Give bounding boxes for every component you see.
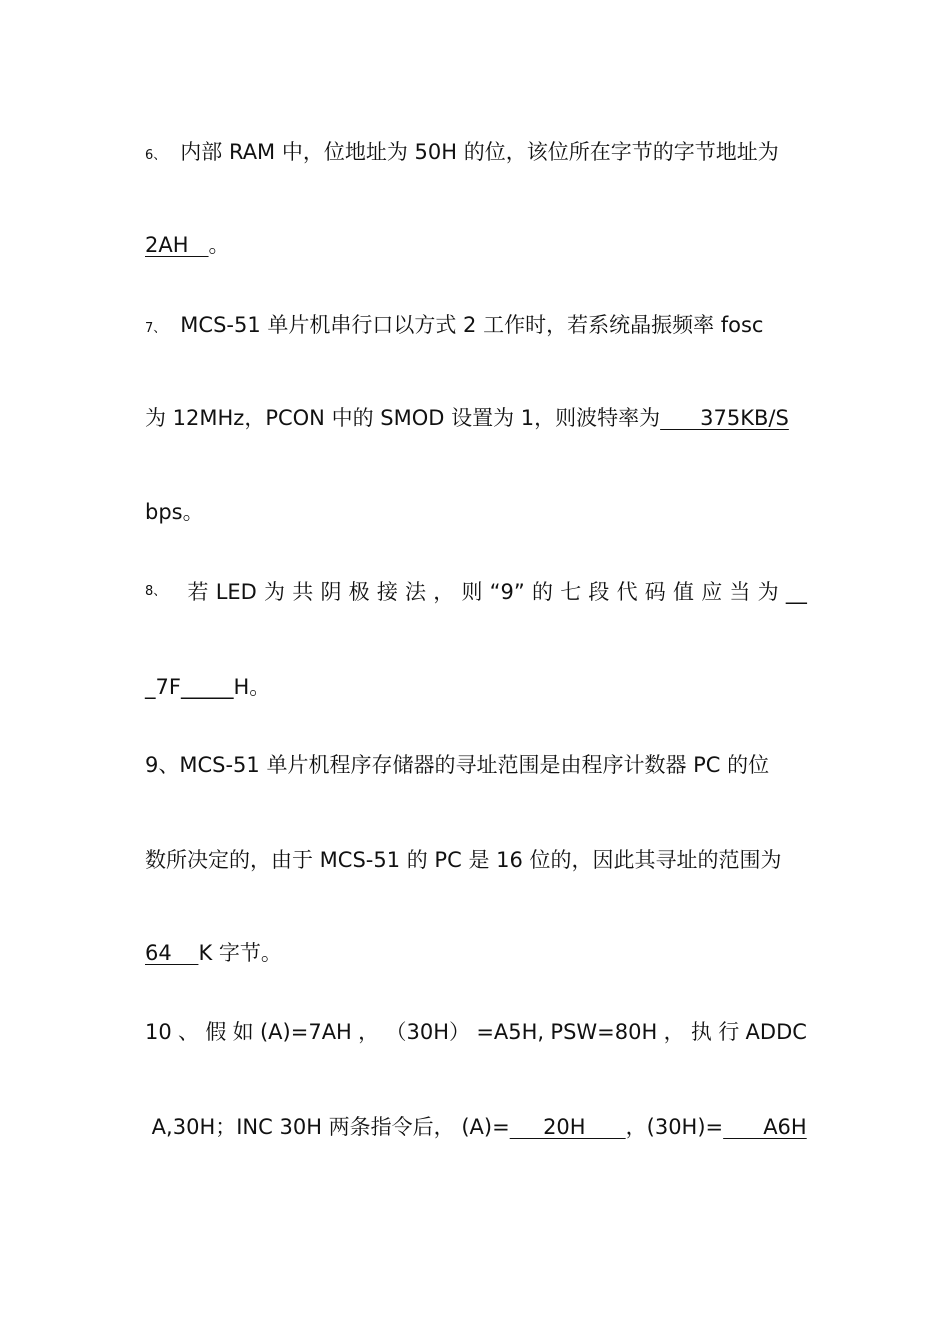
q10-token: =A5H, — [476, 1020, 545, 1044]
q8-token: “9” — [489, 580, 525, 604]
q8-token: 段 — [588, 580, 610, 604]
q8-token: 共 — [292, 580, 314, 604]
q8-line-1 — [145, 577, 807, 607]
q8-token: LED — [215, 580, 257, 604]
q8-token: 为 — [264, 580, 286, 604]
q10-line-2 — [145, 1112, 807, 1142]
q8-token: 的 — [531, 580, 553, 604]
q8-token: 为 — [757, 580, 779, 604]
q7-text: MCS-51 单片机串行口以方式 2 工作时，若系统晶振频率 fosc — [180, 313, 764, 337]
q7-line-1 — [145, 310, 807, 344]
q7-text-3: bps。 — [145, 500, 204, 524]
q6-tail: 。 — [208, 233, 230, 257]
q10-token: ， — [663, 1020, 685, 1044]
q8-token: 则 — [461, 580, 483, 604]
q8-answer: _7F_____H。 — [145, 675, 271, 699]
q8-line-2 — [145, 672, 807, 702]
q10-token: 、 — [178, 1020, 200, 1044]
q7-text-2: 为 12MHz，PCON 中的 SMOD 设置为 1，则波特率为 — [145, 406, 661, 430]
q10-line-1 — [145, 1017, 807, 1047]
q9-line-1 — [145, 750, 807, 780]
q10-token: 10 — [145, 1020, 172, 1044]
q10-token: ， — [358, 1020, 380, 1044]
q9-tail: K 字节。 — [198, 941, 282, 965]
q10-token: 假 — [205, 1020, 227, 1044]
q8-token: 应 — [701, 580, 723, 604]
q6-line-1 — [145, 137, 807, 171]
q9-text-1: 9、MCS-51 单片机程序存储器的寻址范围是由程序计数器 PC 的位 — [145, 753, 770, 777]
q7-answer: 375KB/S — [660, 406, 789, 430]
q8-token: 值 — [673, 580, 694, 604]
q10-token: （30H） — [385, 1020, 470, 1044]
q8-token: 七 — [560, 580, 582, 604]
q8-token: 当 — [729, 580, 751, 604]
q8-number: 8、 — [145, 584, 167, 599]
q10-mid: ，(30H)= — [625, 1115, 724, 1139]
q8-token: ， — [433, 580, 455, 604]
q10-token: (A)=7AH — [259, 1020, 352, 1044]
q8-token: 法 — [405, 580, 427, 604]
q8-blank-start: __ — [785, 580, 807, 604]
q10-token: 执 — [690, 1020, 712, 1044]
q6-line-2 — [145, 230, 807, 260]
q8-token: 码 — [644, 580, 666, 604]
q10-answer-a: 20H — [509, 1115, 626, 1139]
q10-token: PSW=80H — [550, 1020, 658, 1044]
q8-token: 代 — [616, 580, 638, 604]
q10-token: 如 — [232, 1020, 254, 1044]
q6-number: 6、 — [145, 148, 167, 163]
q8-token: 接 — [376, 580, 398, 604]
q8-token: 阴 — [320, 580, 342, 604]
q6-text: 内部 RAM 中，位地址为 50H 的位，该位所在字节的字节地址为 — [180, 140, 779, 164]
q8-token: 若 — [187, 580, 209, 604]
q7-line-3 — [145, 497, 807, 527]
q6-answer: 2AH — [145, 233, 209, 257]
q10-token: 行 — [718, 1020, 740, 1044]
q9-line-3 — [145, 938, 807, 968]
q7-line-2 — [145, 403, 807, 433]
q10-answer-30h: A6H — [723, 1115, 807, 1139]
q9-text-2: 数所决定的，由于 MCS-51 的 PC 是 16 位的，因此其寻址的范围为 — [145, 848, 782, 872]
q8-token: 极 — [348, 580, 370, 604]
q9-answer: 64 — [145, 941, 199, 965]
q10-token: ADDC — [745, 1020, 807, 1044]
q10-text-2: A,30H；INC 30H 两条指令后， (A)= — [145, 1115, 510, 1139]
q9-line-2 — [145, 845, 807, 875]
q7-number: 7、 — [145, 321, 167, 336]
